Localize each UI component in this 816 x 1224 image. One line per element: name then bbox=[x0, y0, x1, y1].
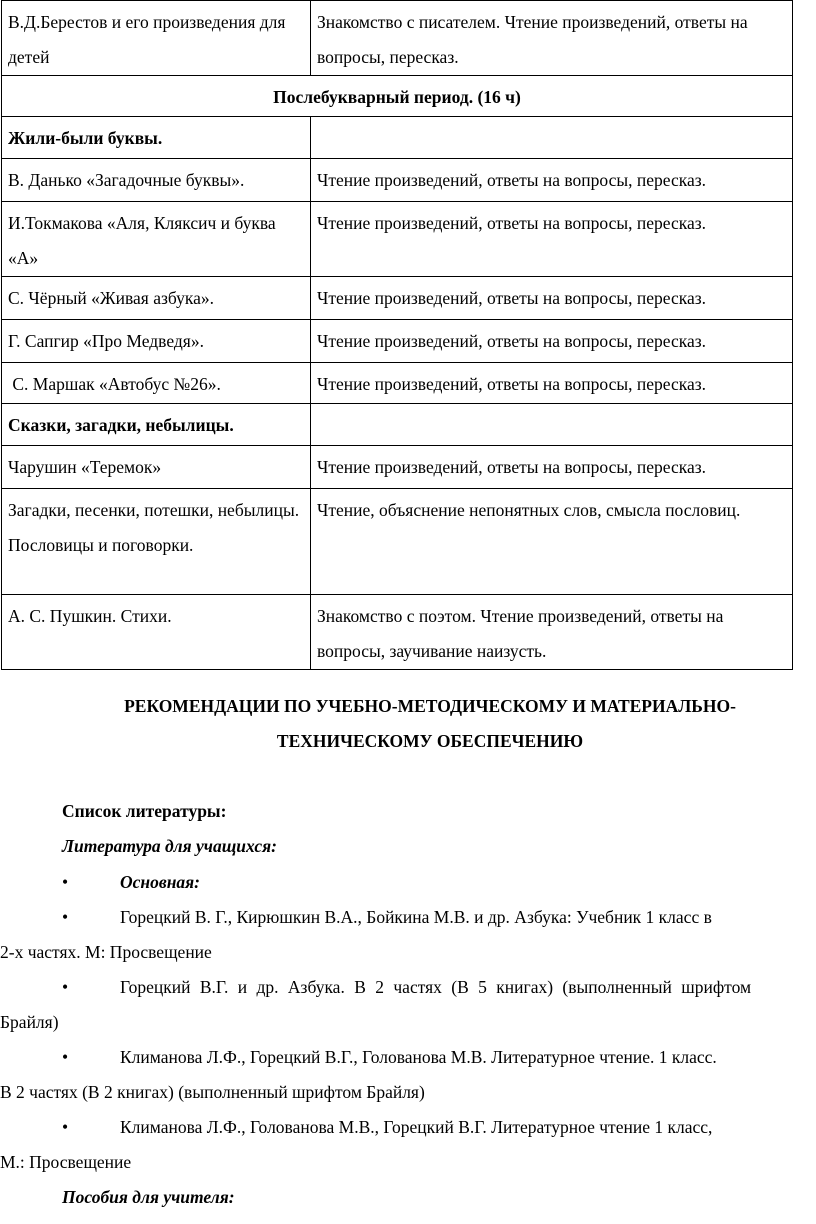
recommendations-heading-line1: РЕКОМЕНДАЦИИ ПО УЧЕБНО-МЕТОДИЧЕСКОМУ И МАТЕРИАЛЬНО- bbox=[124, 696, 736, 716]
activity-cell: Чтение, объяснение непонятных слов, смысла пословиц. bbox=[311, 489, 793, 595]
table-row bbox=[2, 1, 793, 76]
bullet-dot-icon: • bbox=[62, 872, 69, 892]
bullet-dot-icon: • bbox=[62, 907, 69, 927]
list-item-line1: Климанова Л.Ф., Горецкий В.Г., Голованова М.В. Литературное чтение. 1 класс. bbox=[120, 1047, 717, 1067]
table-row bbox=[2, 159, 793, 202]
activity-cell: Знакомство с поэтом. Чтение произведений, ответы на вопросы, заучивание наизусть. bbox=[311, 595, 793, 670]
table-row bbox=[2, 404, 793, 446]
topic-cell: В.Д.Берестов и его произведения для детей bbox=[2, 1, 311, 76]
activity-cell: Чтение произведений, ответы на вопросы, пересказ. bbox=[311, 320, 793, 363]
topic-cell: С. Чёрный «Живая азбука». bbox=[2, 277, 311, 320]
literature-title: Список литературы: bbox=[62, 801, 227, 821]
main-literature-title: Основная: bbox=[120, 872, 200, 892]
activity-cell: Чтение произведений, ответы на вопросы, пересказ. bbox=[311, 202, 793, 277]
table-row bbox=[2, 595, 793, 670]
lesson-plan-table bbox=[1, 0, 793, 670]
bullet-dot-icon: • bbox=[62, 1117, 69, 1137]
list-item-line2: Брайля) bbox=[0, 1012, 59, 1032]
section-header-cell: Послебукварный период. (16 ч) bbox=[2, 76, 793, 117]
table-row bbox=[2, 320, 793, 363]
subsection-header-cell: Жили-были буквы. bbox=[2, 117, 311, 159]
bullet-dot-icon: • bbox=[62, 1047, 69, 1067]
activity-cell: Чтение произведений, ответы на вопросы, пересказ. bbox=[311, 159, 793, 202]
list-item-line1: Горецкий В. Г., Кирюшкин В.А., Бойкина М.В. и др. Азбука: Учебник 1 класс в bbox=[120, 907, 712, 927]
list-item-line2: 2-х частях. М: Просвещение bbox=[0, 942, 212, 962]
activity-cell bbox=[311, 117, 793, 159]
activity-cell bbox=[311, 404, 793, 446]
list-item-line2: М.: Просвещение bbox=[0, 1152, 132, 1172]
recommendations-heading-line2: ТЕХНИЧЕСКОМУ ОБЕСПЕЧЕНИЮ bbox=[276, 731, 584, 751]
topic-cell: А. С. Пушкин. Стихи. bbox=[2, 595, 311, 670]
activity-cell: Чтение произведений, ответы на вопросы, пересказ. bbox=[311, 363, 793, 404]
activity-cell: Чтение произведений, ответы на вопросы, пересказ. bbox=[311, 277, 793, 320]
topic-cell: В. Данько «Загадочные буквы». bbox=[2, 159, 311, 202]
table-row bbox=[2, 363, 793, 404]
activity-cell: Чтение произведений, ответы на вопросы, пересказ. bbox=[311, 446, 793, 489]
subsection-header-cell: Сказки, загадки, небылицы. bbox=[2, 404, 311, 446]
teacher-materials-title: Пособия для учителя: bbox=[62, 1187, 235, 1207]
topic-cell: Г. Сапгир «Про Медведя». bbox=[2, 320, 311, 363]
bullet-dot-icon: • bbox=[62, 977, 69, 997]
students-literature-title: Литература для учащихся: bbox=[62, 836, 277, 856]
list-item-line2: В 2 частях (В 2 книгах) (выполненный шрифтом Брайля) bbox=[0, 1082, 425, 1102]
list-item-line1: Климанова Л.Ф., Голованова М.В., Горецкий В.Г. Литературное чтение 1 класс, bbox=[120, 1117, 713, 1137]
topic-cell: Чарушин «Теремок» bbox=[2, 446, 311, 489]
list-item-line1: Горецкий В.Г. и др. Азбука. В 2 частях (В 5 книгах) (выполненный шрифтом bbox=[120, 977, 752, 997]
topic-cell: И.Токмакова «Аля, Кляксич и буква «А» bbox=[2, 202, 311, 277]
table-row bbox=[2, 202, 793, 277]
table-row bbox=[2, 489, 793, 595]
topic-cell: С. Маршак «Автобус №26». bbox=[2, 363, 311, 404]
table-row bbox=[2, 277, 793, 320]
table-row bbox=[2, 117, 793, 159]
activity-cell: Знакомство с писателем. Чтение произведений, ответы на вопросы, пересказ. bbox=[311, 1, 793, 76]
table-row bbox=[2, 76, 793, 117]
topic-cell: Загадки, песенки, потешки, небылицы. Пословицы и поговорки. bbox=[2, 489, 311, 595]
table-row bbox=[2, 446, 793, 489]
